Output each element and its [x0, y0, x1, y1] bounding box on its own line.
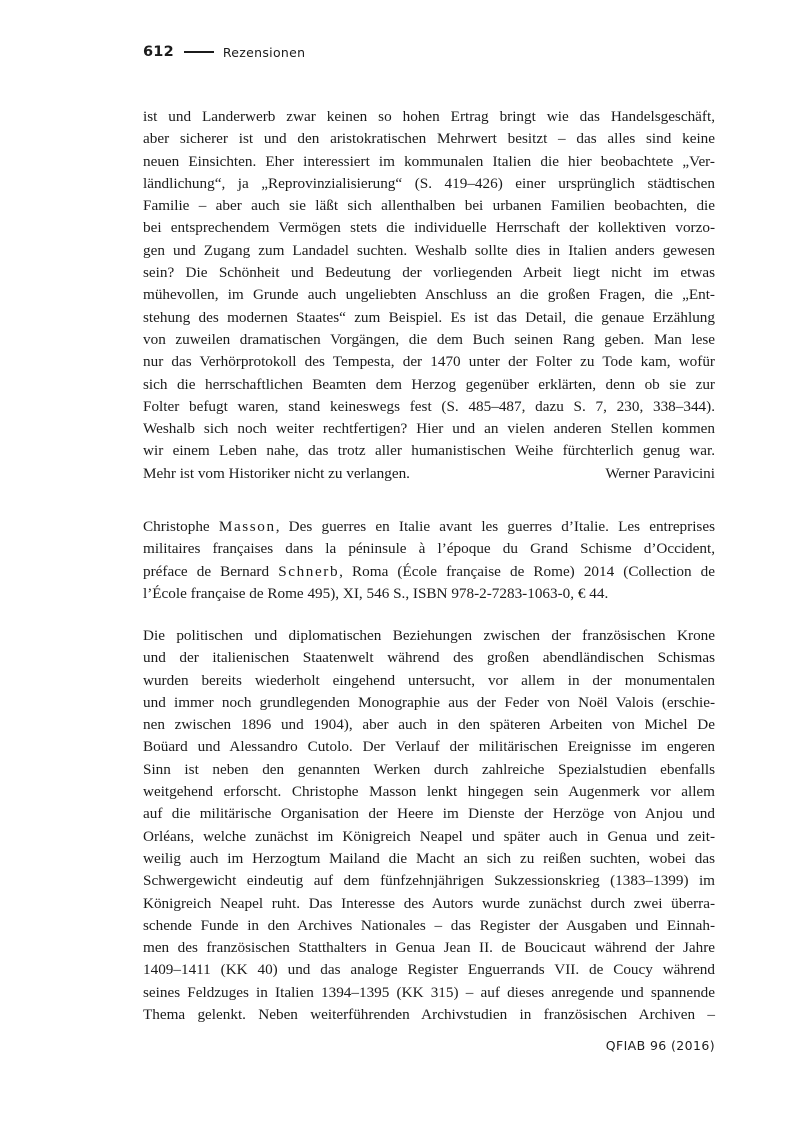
- text-line: men des französischen Statthalters in Genua Jean II. de Boucicaut während der Jahre: [143, 939, 715, 957]
- text-line: Weshalb sich noch weiter rechtfertigen? Hier und an vielen anderen Stellen kommen: [143, 420, 715, 438]
- section-title: Rezensionen: [222, 44, 306, 60]
- text-line: Schwergewicht eindeutig auf dem fünfzehnjährigen Sukzessionskrieg (1383–1399) im: [143, 872, 715, 890]
- text-line: schende Funde in den Archives Nationales – das Register der Ausgaben und Einnah-: [143, 916, 715, 934]
- citation-publisher: , Roma (École française de Rome) 2014 (Collection de: [339, 562, 716, 580]
- text-line: Sinn ist neben den genannten Werken durch zahlreiche Spezialstudien ebenfalls: [143, 760, 715, 778]
- text-line: Folter befugt waren, stand keineswegs fest (S. 485–487, dazu S. 7, 230, 338–344).: [143, 397, 715, 415]
- review-continuation: [143, 106, 715, 485]
- citation-line: [143, 516, 715, 538]
- closing-line: [143, 463, 715, 485]
- reviewer-signature: Werner Paravicini: [605, 464, 715, 482]
- text-line: gen und Zugang zum Landadel suchten. Weshalb sollte dies in Italien anders gewesen: [143, 241, 715, 259]
- text-line: nen zwischen 1896 und 1904), aber auch in den späteren Arbeiten von Michel De: [143, 716, 715, 734]
- text-line: sein? Die Schönheit und Bedeutung der vorliegenden Arbeit liegt nicht im etwas: [143, 264, 715, 282]
- text-line: stehung des modernen Staates“ zum Beispiel. Es ist das Detail, die genaue Erzählung: [143, 308, 715, 326]
- text-line: und der italienischen Staatenwelt während des großen abendländischen Schismas: [143, 649, 715, 667]
- closing-sentence: Mehr ist vom Historiker nicht zu verlangen.: [143, 464, 410, 482]
- text-line: mühevollen, im Grunde auch ungeliebten Anschluss an die großen Fragen, die „Ent-: [143, 286, 715, 304]
- text-line: und immer noch grundlegenden Monographie aus der Feder von Noël Valois (erschie-: [143, 693, 715, 711]
- text-line: nur das Verhörprotokoll des Tempesta, der 1470 unter der Folter zu Tode kam, wofür: [143, 353, 715, 371]
- text-line: wurden bereits wiederholt eingehend untersucht, vor allem in der monumentalen: [143, 671, 715, 689]
- review-body: [143, 625, 715, 1026]
- text-line: wir einem Leben nahe, das trotz aller humanistischen Weihe fürchterlich genug war.: [143, 442, 715, 460]
- text-line: Boüard und Alessandro Cutolo. Der Verlauf der militärischen Ereignisse im engeren: [143, 738, 715, 756]
- text-line: Thema gelenkt. Neben weiterführenden Archivstudien in französischen Archiven –: [143, 1006, 715, 1024]
- journal-footer: QFIAB 96 (2016): [605, 1038, 715, 1053]
- running-header: [143, 42, 305, 62]
- preface-author: Schnerb: [278, 562, 340, 580]
- text-line: bei entsprechendem Vermögen stets die individuelle Herrschaft der kollektiven vorzo-: [143, 219, 715, 237]
- text-line: Die politischen und diplomatischen Beziehungen zwischen der französischen Krone: [143, 627, 715, 644]
- text-line: seines Feldzuges in Italien 1394–1395 (KK 315) – auf dieses anregende und spannende: [143, 983, 715, 1001]
- text-line: weitgehend erforscht. Christophe Masson lenkt hingegen sein Augenmerk vor allem: [143, 783, 715, 801]
- author-last-name: Masson: [218, 518, 276, 535]
- text-line: Orléans, welche zunächst im Königreich Neapel und später auch in Genua und zeit-: [143, 827, 715, 845]
- header-rule: [184, 51, 214, 53]
- text-line: ländlichung“, ja „Reprovinzialisierung“ (S. 419–426) einer ursprünglich städtischen: [143, 174, 715, 192]
- text-line: Familie – aber auch sie läßt sich allenthalben bei urbanen Familien beobachten, die: [143, 197, 715, 215]
- citation-line: [143, 561, 715, 583]
- citation-line: l’École française de Rome 495), XI, 546 S., ISBN 978-2-7283-1063-0, € 44.: [143, 584, 609, 602]
- page-number: 612: [143, 44, 174, 60]
- text-line: weilig auch im Herzogtum Mailand die Macht an sich zu reißen suchten, wobei das: [143, 849, 715, 867]
- book-citation: [143, 516, 715, 605]
- text-line: sich die herrschaftlichen Beamten dem Herzog gegenüber erklärten, denn ob sie zur: [143, 375, 715, 393]
- text-line: aber sicherer ist und den aristokratischen Mehrwert besitzt – das alles sind keine: [143, 130, 715, 148]
- text-line: ist und Landerwerb zwar keinen so hohen Ertrag bringt wie das Handelsgeschäft,: [143, 108, 715, 125]
- text-line: von zuweilen dramatischen Vorgängen, die dem Buch seinen Rang geben. Man lese: [143, 330, 715, 348]
- citation-preface-label: préface de Bernard: [143, 562, 270, 580]
- text-line: 1409–1411 (KK 40) und das analoge Register Enguerrands VII. de Coucy während: [143, 961, 715, 979]
- text-line: auf die militärische Organisation der Heere im Dienste der Herzöge von Anjou und: [143, 805, 715, 823]
- text-line: Königreich Neapel ruht. Das Interesse des Autors wurde zunächst durch zwei überra-: [143, 894, 715, 912]
- author-first-name: Christophe: [143, 518, 210, 535]
- citation-title: , Des guerres en Italie avant les guerres d’Italie. Les entreprises: [275, 518, 715, 535]
- text-line: neuen Einsichten. Eher interessiert im kommunalen Italien die hier beobachtete „Ver-: [143, 152, 715, 170]
- citation-line: militaires françaises dans la péninsule à l’époque du Grand Schisme d’Occident,: [143, 540, 715, 558]
